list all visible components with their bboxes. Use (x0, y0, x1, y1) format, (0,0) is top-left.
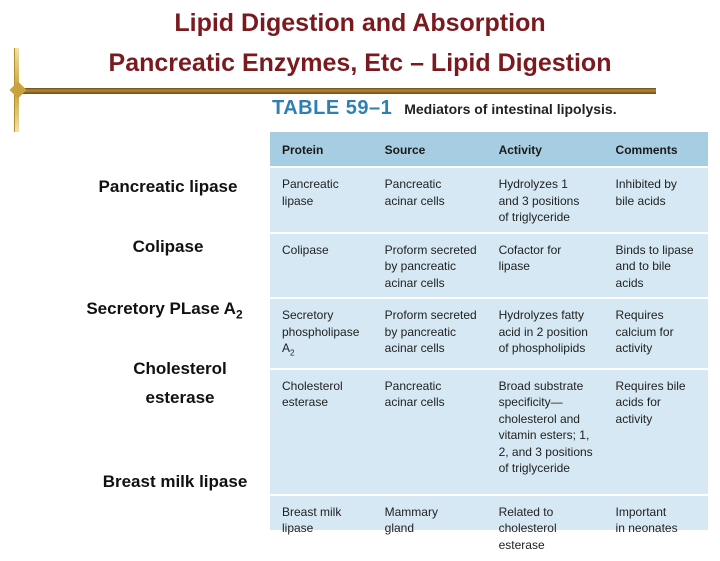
cell-line: by pancreatic (384, 324, 457, 339)
table-cell-protein (270, 495, 373, 561)
table-cell-comments (604, 369, 708, 495)
table-row (270, 233, 708, 299)
cell-line: vitamin esters; 1, (498, 428, 590, 443)
cell-line: 2, and 3 positions (498, 444, 593, 459)
cell-line: Secretory (282, 308, 334, 322)
cell-line: acinar cells (384, 395, 445, 410)
cell-line: bile acids (615, 193, 666, 208)
cell-subscript: 2 (290, 348, 295, 358)
table-cell-source (373, 298, 487, 369)
header-source: Source (373, 132, 487, 167)
cell-line: cholesterol (498, 521, 557, 536)
slide-title-line-2: Pancreatic Enzymes, Etc – Lipid Digestion (108, 49, 612, 77)
cell-line: acinar cells (384, 275, 445, 290)
table-cell-source (373, 369, 487, 495)
table-row (270, 298, 708, 369)
table-number: TABLE 59–1 (272, 97, 393, 119)
cell-line: acid in 2 position (498, 324, 588, 339)
cell-line: by pancreatic (384, 259, 457, 273)
cell-line: esterase (498, 537, 545, 552)
cell-line: activity (615, 411, 653, 426)
cell-line: acinar cells (384, 341, 445, 355)
cell-line: in neonates (615, 521, 678, 536)
cell-line: $A_2$ (282, 341, 295, 358)
cell-line: calcium for (615, 324, 674, 339)
label-cholesterol-line-1: Cholesterol (133, 359, 227, 378)
table-cell-protein (270, 369, 373, 495)
cell-line: Related to (498, 504, 554, 519)
cell-line: Binds to lipase (615, 242, 694, 257)
cell-line: Inhibited by (615, 177, 677, 191)
accent-horizontal-bar (16, 88, 656, 94)
cell-line: gland (384, 521, 415, 536)
cell-line: acids for (615, 395, 661, 410)
header-protein: Protein (270, 132, 373, 167)
cell-line: lipase (282, 193, 314, 208)
cell-line: Cofactor for (498, 242, 562, 257)
table-cell-comments (604, 495, 708, 561)
table-cell-activity (487, 233, 604, 299)
cell-line: and 3 positions (498, 193, 580, 208)
label-pancreatic-lipase: Pancreatic lipase (98, 177, 238, 196)
label-secretory-plase-text: Secretory PLase A (86, 299, 236, 318)
table-row (270, 369, 708, 495)
table-row (270, 495, 708, 561)
cell-line: Mammary (384, 504, 438, 519)
cell-line: Requires (615, 308, 664, 322)
table-caption (272, 97, 617, 120)
table-cell-protein (270, 167, 373, 233)
cell-line: Proform secreted (384, 308, 477, 322)
table-cell-activity (487, 167, 604, 233)
table-cell-protein (270, 233, 373, 299)
cell-line: cholesterol and (498, 411, 580, 426)
cell-line: Colipase (282, 242, 329, 257)
lipolysis-table (270, 132, 708, 561)
slide-title-line-1: Lipid Digestion and Absorption (174, 9, 546, 37)
cell-line: Requires bile (615, 378, 686, 393)
cell-line: Pancreatic (282, 177, 339, 191)
table-cell-source (373, 233, 487, 299)
table-cell-source (373, 495, 487, 561)
cell-line: Hydrolyzes fatty (498, 308, 584, 322)
table-container (270, 132, 708, 552)
cell-line: Pancreatic (384, 378, 442, 393)
cell-line: lipase (282, 521, 314, 536)
header-comments: Comments (604, 132, 708, 167)
cell-line: Breast milk (282, 504, 342, 519)
cell-line: Pancreatic (384, 177, 442, 191)
cell-line: esterase (282, 395, 329, 410)
cell-line: Cholesterol (282, 378, 343, 393)
cell-line: phospholipase (282, 324, 360, 339)
table-cell-activity (487, 495, 604, 561)
cell-line: of phospholipids (498, 341, 586, 355)
cell-line: Important (615, 504, 667, 519)
label-secretory-plase-subscript: 2 (235, 307, 243, 322)
cell-line: acinar cells (384, 193, 445, 208)
table-cell-comments (604, 298, 708, 369)
table-cell-activity (487, 369, 604, 495)
table-description: Mediators of intestinal lipolysis. (404, 101, 617, 117)
table-cell-protein (270, 298, 373, 369)
table-row (270, 167, 708, 233)
label-cholesterol-line-2: esterase (145, 388, 215, 407)
cell-line: Hydrolyzes 1 (498, 177, 568, 191)
cell-line: lipase (498, 259, 530, 273)
accent-diamond (10, 82, 27, 99)
table-header-row (270, 132, 708, 167)
cell-line: of triglyceride (498, 210, 570, 224)
table-cell-activity (487, 298, 604, 369)
cell-line: acids (615, 275, 644, 290)
cell-line: Broad substrate (498, 378, 584, 393)
cell-line: Proform secreted (384, 242, 477, 257)
cell-line: specificity— (498, 395, 563, 410)
table-cell-comments (604, 167, 708, 233)
table-cell-source (373, 167, 487, 233)
cell-line: of triglyceride (498, 461, 570, 476)
cell-line: activity (615, 341, 653, 355)
header-activity: Activity (487, 132, 604, 167)
label-colipase: Colipase (132, 237, 204, 256)
cell-line: and to bile (615, 259, 671, 273)
label-secretory-plase (62, 294, 267, 329)
label-breast-milk-lipase: Breast milk lipase (102, 472, 248, 491)
table-body (270, 167, 708, 560)
label-cholesterol-esterase (90, 354, 270, 412)
table-cell-comments (604, 233, 708, 299)
